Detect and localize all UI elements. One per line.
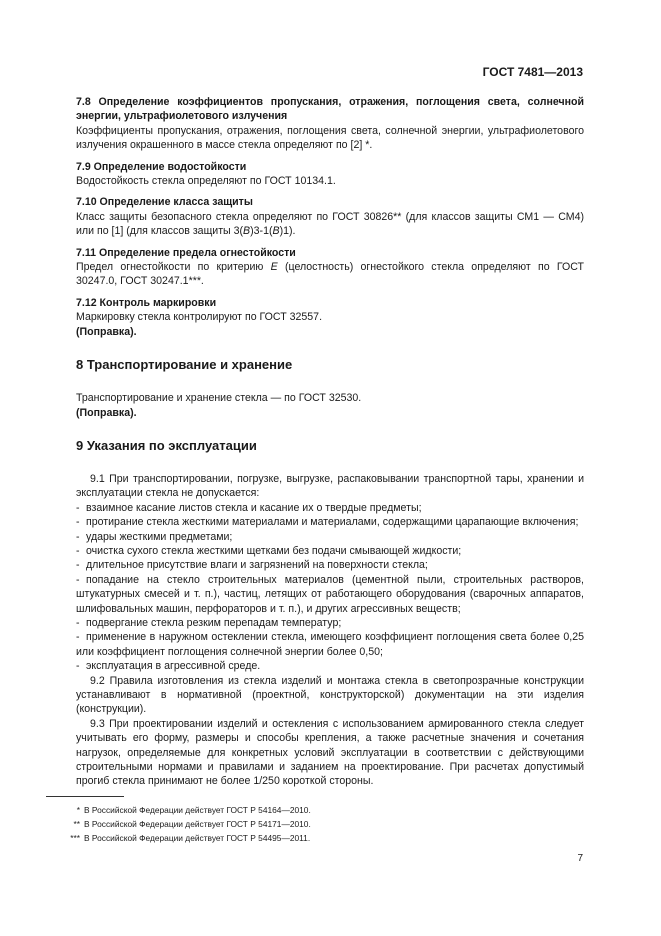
subsection-heading-7-8: 7.8 Определение коэффициентов пропускания, отражения, поглощения света, солнечной энергии, ультрафиолетового излучения [76, 96, 584, 123]
page-number: 7 [577, 853, 583, 864]
subsection-text-7-8: Коэффициенты пропускания, отражения, поглощения света, солнечной энергии, ультрафиолетового излучения окрашенного в массе стекла определяют по [2] *. [76, 124, 584, 152]
list-item: - протирание стекла жесткими материалами и материалами, содержащими царапающие включения; [76, 516, 579, 529]
list-item: - взаимное касание листов стекла и касание их о твердые предметы; [76, 501, 422, 514]
section-text-8: Транспортирование и хранение стекла — по ГОСТ 32530. [76, 392, 362, 405]
document-code: ГОСТ 7481—2013 [482, 65, 583, 79]
list-item: - применение в наружном остеклении стекла, имеющего коэффициент поглощения света более 0,25 или коэффициент поглощения солнечной энергии более 0,50; [76, 631, 584, 658]
list-item: - подвергание стекла резким перепадам температур; [76, 616, 342, 629]
paragraph-9-3: 9.3 При проектировании изделий и остекления с использованием армированного стекла следует учитывать его форму, размеры и способы крепления, а также расчетные значения и сочетания нагрузок, определяемые для конкретных условий эксплуатации в соответствии с действующими строительными нормами и правилами и заданием на проектирование. При расчетах допустимый прогиб стекла принимают не более 1/250 короткой стороны. [76, 717, 584, 788]
list-item: - длительное присутствие влаги и загрязнений на поверхности стекла; [76, 559, 428, 572]
list-item: - эксплуатация в агрессивной среде. [76, 660, 261, 673]
footnotes [46, 803, 466, 845]
subsection-text-7-10: Класс защиты безопасного стекла определяют по ГОСТ 30826** (для классов защиты СМ1 — СМ4) или по [1] (для классов защиты 3(В)3-1(В)1). [76, 210, 584, 238]
main-content [76, 95, 584, 789]
footnote-divider [46, 796, 124, 797]
subsection-heading-7-9: 7.9 Определение водостойкости [76, 160, 247, 173]
footnote: * В Российской Федерации действует ГОСТ Р 54164—2010. [76, 805, 311, 815]
paragraph-9-2: 9.2 Правила изготовления из стекла изделий и монтажа стекла в светопрозрачные конструкции устанавливают в нормативной (проектной, конструкторской) документации на эти изделия (конструкции). [76, 674, 584, 716]
subsection-text-7-12: Маркировку стекла контролируют по ГОСТ 32557. [76, 311, 323, 324]
amendment-note: (Поправка). [76, 325, 137, 338]
subsection-heading-7-12: 7.12 Контроль маркировки [76, 296, 217, 309]
prohibited-list [76, 501, 584, 674]
amendment-note: (Поправка). [76, 406, 137, 419]
list-item: - удары жесткими предметами; [76, 530, 233, 543]
list-item: - попадание на стекло строительных материалов (цементной пыли, строительных растворов, штукатурных смесей и т. п.), частиц, летящих от работающего оборудования (сварочных аппаратов, шлифовальных машин, перфораторов и т. п.), и других агрессивных веществ; [76, 573, 584, 615]
footnote: *** В Российской Федерации действует ГОСТ Р 54495—2011. [70, 833, 311, 843]
subsection-text-7-9: Водостойкость стекла определяют по ГОСТ 10134.1. [76, 175, 336, 188]
subsection-heading-7-10: 7.10 Определение класса защиты [76, 196, 253, 209]
section-heading-8: 8 Транспортирование и хранение [76, 357, 293, 373]
paragraph-9-1: 9.1 При транспортировании, погрузке, выгрузке, распаковывании транспортной тары, хранении и эксплуатации стекла не допускается: [76, 472, 584, 500]
subsection-text-7-11: Предел огнестойкости по критерию Е (целостность) огнестойкого стекла определяют по ГОСТ 30247.0, ГОСТ 30247.1***. [76, 261, 584, 288]
section-heading-9: 9 Указания по эксплуатации [76, 437, 257, 453]
footnote: ** В Российской Федерации действует ГОСТ Р 54171—2010. [73, 819, 311, 829]
list-item: - очистка сухого стекла жесткими щетками без подачи смывающей жидкости; [76, 544, 462, 557]
subsection-heading-7-11: 7.11 Определение предела огнестойкости [76, 246, 296, 259]
